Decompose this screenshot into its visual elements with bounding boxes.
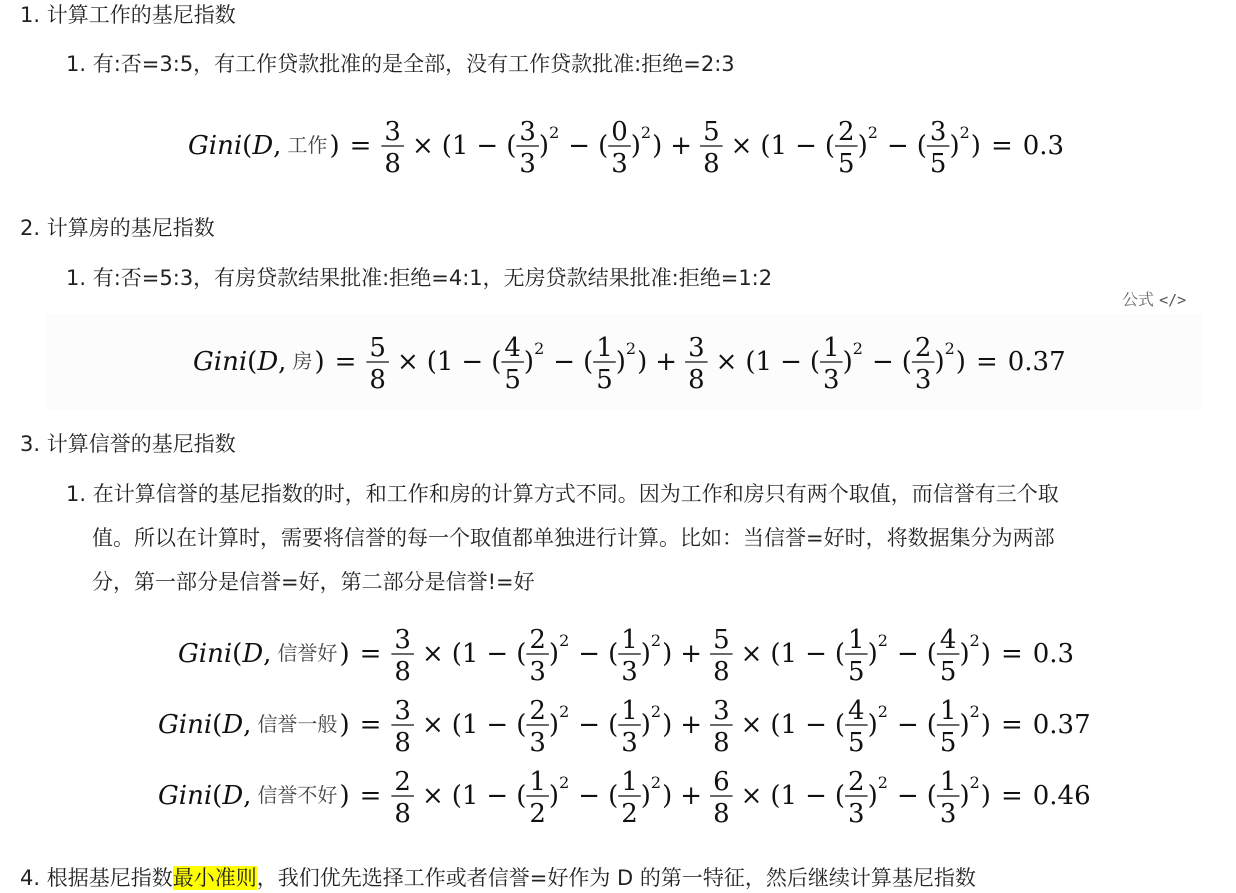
term-b-denominator: 2 [621,799,638,829]
open-paren: ( [608,639,619,669]
term-a-denominator: 5 [504,365,521,395]
minus-sign: − [805,710,827,740]
credit-explanation-line-1: 1. 在计算信誉的基尼指数的时，和工作和房的计算方式不同。因为工作和房只有两个取值，而信誉有三个取 [66,482,1059,506]
weight-1-numerator: 5 [369,333,386,363]
plus-sign: + [680,639,703,669]
close-paren: ) [867,781,878,811]
plus-sign: + [680,781,703,811]
close-term: ) [980,639,991,669]
term-a-numerator: 3 [519,117,536,147]
open-paren: ( [916,131,927,161]
minus-sign: − [805,639,827,669]
term-b-numerator: 1 [621,696,638,726]
close-term: ) [637,347,648,377]
term-b-numerator: 1 [621,767,638,797]
formula-gini-credit-normal [0,685,1236,765]
equals-sign: = [975,347,998,377]
open-paren: ( [516,781,527,811]
open-term: (1 [770,710,798,740]
close-term: ) [980,710,991,740]
square-d: 2 [969,773,980,792]
weight-2-denominator: 8 [713,657,730,687]
times-sign: × [740,781,763,811]
close-term: ) [662,639,673,669]
term-a-numerator: 1 [529,767,546,797]
square-b: 2 [625,339,637,358]
open-paren: ( [926,639,937,669]
weight-1-denominator: 8 [384,149,401,179]
close-paren: ) [523,347,535,377]
minus-sign: − [886,131,909,161]
square-b: 2 [640,123,652,142]
minus-sign: − [461,347,484,377]
minus-sign: − [578,639,601,669]
close-paren: ) [640,710,651,740]
weight-2-denominator: 8 [703,149,720,179]
plus-sign: + [670,131,693,161]
open-term: (1 [770,781,798,811]
comma: , [263,639,272,669]
weight-1-denominator: 8 [394,657,411,687]
open-paren: ( [834,639,846,669]
open-term: (1 [441,131,469,161]
term-d-denominator: 3 [914,365,932,395]
term-b-denominator: 3 [621,657,638,687]
weight-1-denominator: 8 [394,799,411,829]
equals-sign: = [1000,710,1023,740]
open-paren: ( [901,347,912,377]
times-sign: × [421,781,444,811]
section-heading-conclusion [20,863,976,893]
term-c-denominator: 5 [838,149,855,179]
term-b-denominator: 3 [611,149,628,179]
open-term: (1 [451,710,479,740]
term-c-numerator: 2 [848,767,865,797]
plus-sign: + [680,710,703,740]
open-paren: ( [583,347,594,377]
credit-explanation-paragraph [66,472,1176,604]
square-c: 2 [877,702,888,721]
close-paren: ) [339,781,350,811]
dataset-variable: D [252,131,274,161]
open-paren: ( [608,781,619,811]
times-sign: × [396,347,419,377]
feature-name: 信誉不好 [257,783,338,807]
minus-sign: − [805,781,827,811]
open-paren: ( [212,710,223,740]
close-term: ) [955,347,966,377]
term-d-numerator: 3 [929,117,947,147]
term-b-numerator: 1 [596,333,613,363]
equals-sign: = [1000,639,1023,669]
feature-name: 工作 [287,133,328,157]
minus-sign: − [578,710,601,740]
term-d-denominator: 5 [939,657,957,687]
close-paren: ) [959,781,970,811]
close-paren: ) [867,639,878,669]
minus-sign: − [568,131,591,161]
credit-explanation-line-2: 值。所以在计算时，需要将信誉的每一个取值都单独进行计算。比如：当信誉=好时，将数据集分为两部 [92,526,1055,550]
square-a: 2 [559,702,570,721]
open-paren: ( [232,639,243,669]
minus-sign: − [795,131,817,161]
open-paren: ( [516,639,527,669]
weight-2-numerator: 3 [688,333,705,363]
square-c: 2 [852,339,863,358]
term-b-denominator: 5 [596,365,613,395]
work-ratio-text: 1. 有:否=3:5，有工作贷款批准的是全部，没有工作贷款批准:拒绝=2:3 [66,52,735,76]
term-c-numerator: 1 [823,333,840,363]
gini-result: 0.3 [1022,131,1065,161]
open-paren: ( [834,781,846,811]
equals-sign: = [359,710,382,740]
weight-1-numerator: 2 [394,767,411,797]
square-a: 2 [534,339,545,358]
comma: , [278,347,287,377]
square-d: 2 [959,123,970,142]
term-c-numerator: 1 [848,625,865,655]
dataset-variable: D [222,710,244,740]
term-b-numerator: 1 [621,625,638,655]
close-term: ) [662,781,673,811]
open-term: (1 [745,347,773,377]
comma: , [243,710,252,740]
gini-function-name: Gini [178,639,233,669]
close-term: ) [652,131,663,161]
close-paren: ) [959,710,970,740]
highlighted-min-rule: 最小准则 [172,866,257,890]
square-a: 2 [559,773,570,792]
conclusion-rest: ，我们优先选择工作或者信誉=好作为 D 的第一特征，然后继续计算基尼指数 [256,866,976,890]
close-paren: ) [959,639,970,669]
minus-sign: − [780,347,802,377]
open-term: (1 [760,131,788,161]
close-paren: ) [548,781,560,811]
times-sign: × [421,639,444,669]
weight-2-denominator: 8 [713,799,730,829]
gini-result: 0.37 [1007,347,1066,377]
dataset-variable: D [242,639,264,669]
close-paren: ) [329,131,340,161]
formula-gini-work [0,106,1236,186]
term-c-denominator: 3 [848,799,865,829]
close-term: ) [662,710,673,740]
minus-sign: − [896,781,919,811]
open-paren: ( [506,131,517,161]
minus-sign: − [553,347,576,377]
minus-sign: − [871,347,894,377]
square-c: 2 [867,123,878,142]
term-d-denominator: 5 [939,728,957,758]
close-paren: ) [615,347,626,377]
weight-1-numerator: 3 [394,625,411,655]
square-c: 2 [877,773,888,792]
term-c-denominator: 5 [848,728,865,758]
open-paren: ( [834,710,846,740]
close-paren: ) [339,710,350,740]
open-paren: ( [926,781,937,811]
close-term: ) [980,781,991,811]
plus-sign: + [655,347,678,377]
term-a-denominator: 3 [529,728,546,758]
times-sign: × [715,347,738,377]
equals-sign: = [1000,781,1023,811]
equals-sign: = [334,347,357,377]
comma: , [243,781,252,811]
close-paren: ) [934,347,945,377]
gini-function-name: Gini [158,710,213,740]
close-paren: ) [640,639,651,669]
open-paren: ( [247,347,258,377]
minus-sign: − [486,781,509,811]
formula-gini-house [0,322,1236,402]
close-paren: ) [314,347,325,377]
formula-gini-credit-good [0,614,1236,694]
close-paren: ) [640,781,651,811]
open-paren: ( [516,710,527,740]
term-c-denominator: 5 [848,657,865,687]
close-paren: ) [548,639,560,669]
times-sign: × [411,131,434,161]
square-b: 2 [650,702,662,721]
close-paren: ) [867,710,878,740]
formula-label: 公式 [1122,290,1155,309]
term-d-numerator: 4 [939,625,957,655]
close-paren: ) [548,710,560,740]
minus-sign: − [578,781,601,811]
weight-2-denominator: 8 [713,728,730,758]
square-d: 2 [969,702,980,721]
times-sign: × [740,639,763,669]
term-a-denominator: 3 [519,149,536,179]
term-b-denominator: 3 [621,728,638,758]
open-paren: ( [926,710,937,740]
term-d-numerator: 2 [914,333,932,363]
gini-result: 0.37 [1032,710,1091,740]
term-b-numerator: 0 [611,117,628,147]
section-heading-credit: 3. 计算信誉的基尼指数 [20,432,236,456]
feature-name: 房 [292,349,313,373]
close-paren: ) [949,131,960,161]
term-a-denominator: 2 [529,799,546,829]
equals-sign: = [349,131,372,161]
minus-sign: − [896,639,919,669]
term-d-numerator: 1 [939,767,957,797]
weight-2-numerator: 6 [713,767,730,797]
open-term: (1 [451,639,479,669]
open-term: (1 [770,639,798,669]
term-a-numerator: 2 [529,625,546,655]
close-paren: ) [339,639,350,669]
weight-2-numerator: 5 [703,117,720,147]
term-d-numerator: 1 [939,696,957,726]
times-sign: × [740,710,763,740]
square-c: 2 [877,631,888,650]
credit-explanation-line-3: 分，第一部分是信誉=好，第二部分是信誉!=好 [92,570,535,594]
square-d: 2 [969,631,980,650]
term-a-numerator: 2 [529,696,546,726]
close-paren: ) [842,347,853,377]
formula-gini-credit-bad [0,756,1236,836]
term-c-denominator: 3 [823,365,840,395]
square-b: 2 [650,773,662,792]
open-paren: ( [824,131,836,161]
open-paren: ( [598,131,609,161]
minus-sign: − [486,639,509,669]
times-sign: × [421,710,444,740]
feature-name: 信誉一般 [257,712,338,736]
dataset-variable: D [222,781,244,811]
minus-sign: − [486,710,509,740]
square-a: 2 [559,631,570,650]
gini-function-name: Gini [188,131,243,161]
term-a-denominator: 3 [529,657,546,687]
equals-sign: = [359,781,382,811]
open-term: (1 [451,781,479,811]
open-term: (1 [426,347,454,377]
open-paren: ( [491,347,502,377]
conclusion-prefix: 4. 根据基尼指数 [20,866,173,890]
dataset-variable: D [257,347,279,377]
gini-function-name: Gini [193,347,248,377]
minus-sign: − [896,710,919,740]
close-paren: ) [857,131,868,161]
equals-sign: = [359,639,382,669]
term-a-numerator: 4 [504,333,521,363]
term-c-numerator: 2 [838,117,855,147]
open-paren: ( [212,781,223,811]
section-heading-work: 1. 计算工作的基尼指数 [20,3,236,27]
close-paren: ) [630,131,641,161]
gini-result: 0.46 [1032,781,1091,811]
section-heading-house: 2. 计算房的基尼指数 [20,216,215,240]
weight-1-numerator: 3 [384,117,401,147]
term-c-numerator: 4 [848,696,865,726]
weight-2-numerator: 3 [713,696,730,726]
feature-name: 信誉好 [277,641,338,665]
open-paren: ( [242,131,253,161]
minus-sign: − [476,131,499,161]
weight-2-denominator: 8 [688,365,705,395]
term-d-denominator: 5 [929,149,947,179]
weight-1-denominator: 8 [394,728,411,758]
open-paren: ( [608,710,619,740]
gini-function-name: Gini [158,781,213,811]
weight-2-numerator: 5 [713,625,730,655]
open-paren: ( [809,347,821,377]
square-d: 2 [944,339,955,358]
formula-toolbar[interactable] [1122,288,1186,312]
comma: , [273,131,282,161]
term-d-denominator: 3 [939,799,957,829]
gini-result: 0.3 [1032,639,1075,669]
times-sign: × [730,131,753,161]
square-b: 2 [650,631,662,650]
weight-1-numerator: 3 [394,696,411,726]
code-icon[interactable]: </> [1159,291,1187,309]
house-ratio-text: 1. 有:否=5:3，有房贷款结果批准:拒绝=4:1，无房贷款结果批准:拒绝=1:2 [66,266,773,290]
close-term: ) [970,131,981,161]
close-paren: ) [538,131,550,161]
weight-1-denominator: 8 [369,365,386,395]
equals-sign: = [990,131,1013,161]
square-a: 2 [549,123,560,142]
